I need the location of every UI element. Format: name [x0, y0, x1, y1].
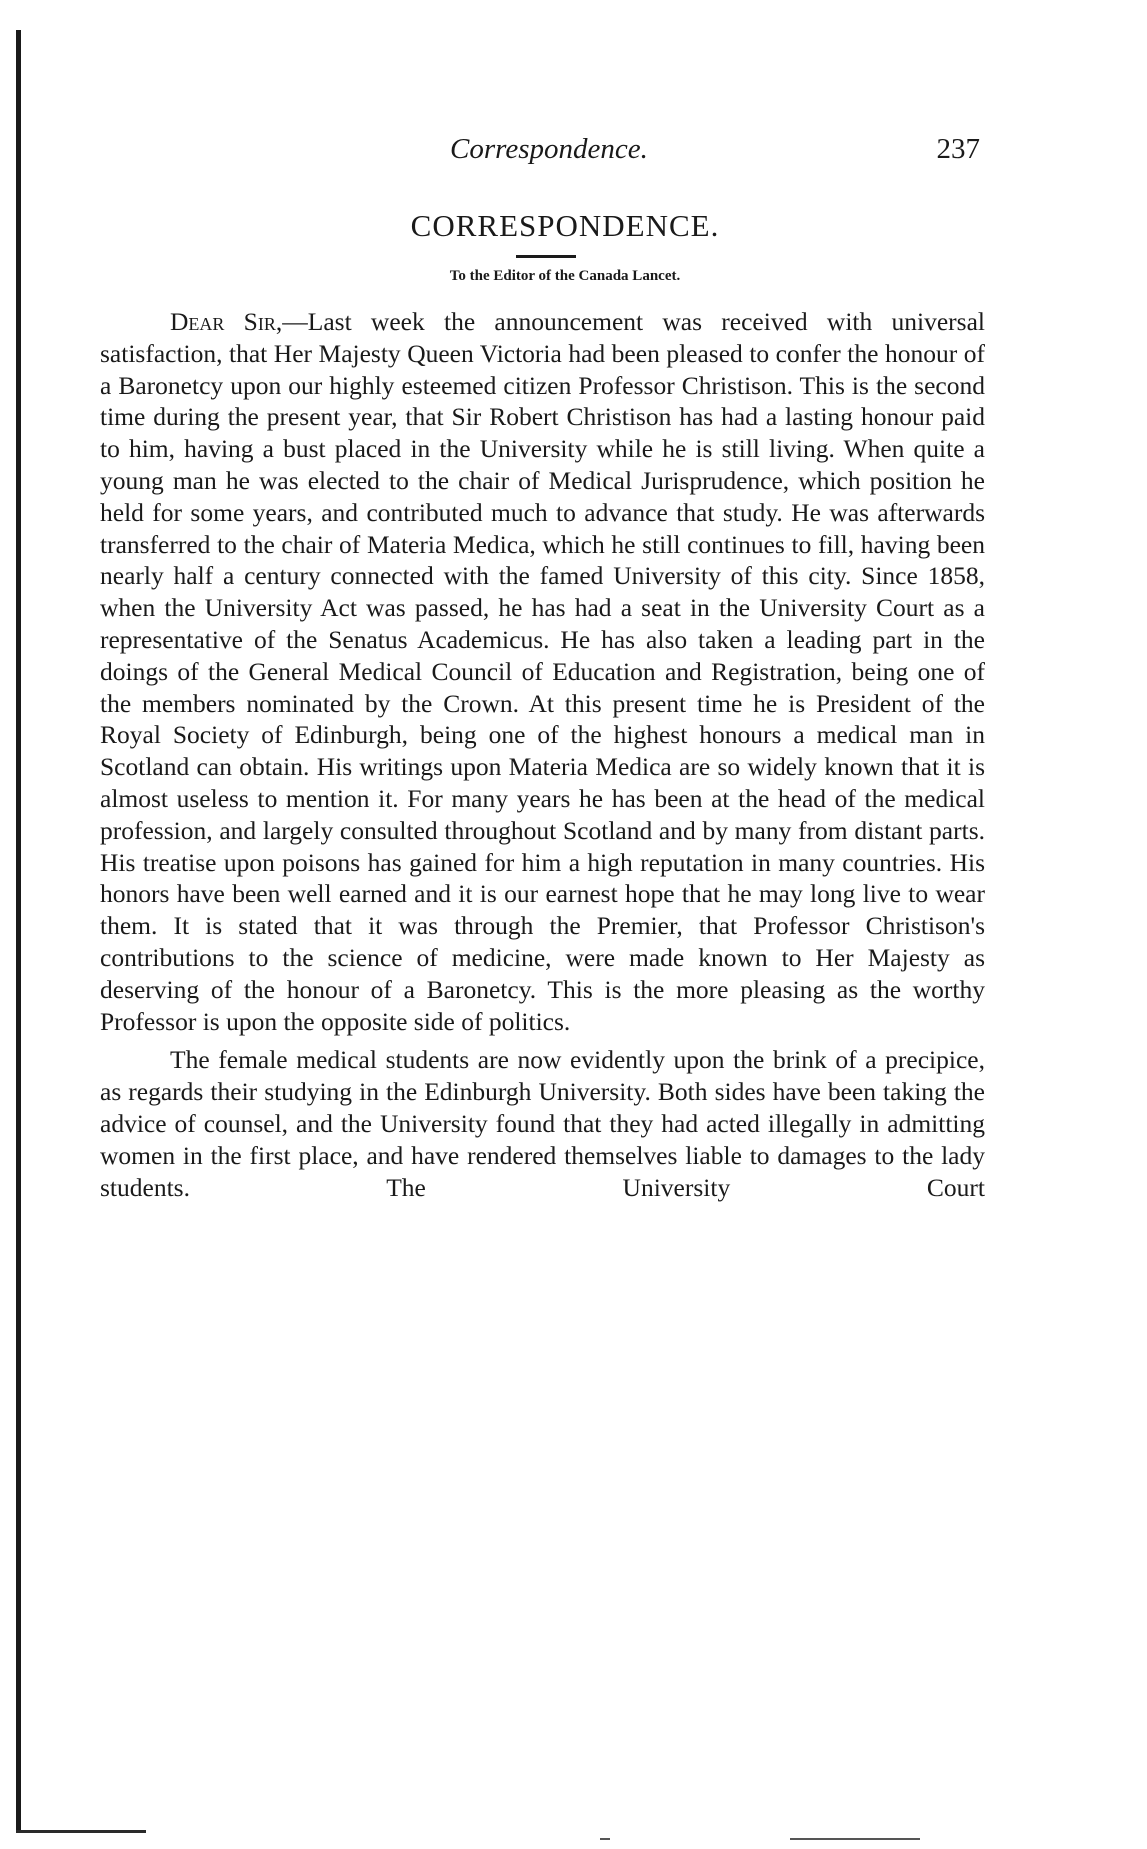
heading-rule: [516, 255, 576, 258]
paragraph-text: —Last week the announcement was received with universal satisfaction, that Her Majesty Queen Victoria had been pleased to confer the honour of a Baronetcy upon our highly esteemed citizen Professor Christison. This is the second time during the present year, that Sir Robert Christison has had a lasting honour paid to him, having a bust placed in the University while he is still living. When quite a young man he was elected to the chair of Medical Jurisprudence, which position he held for some years, and contributed much to advance that study. He was afterwards transferred to the chair of Materia Medica, which he still continues to fill, having been nearly half a century connected with the famed University of this city. Since 1858, when the University Act was passed, he has had a seat in the University Court as a representative of the Senatus Academicus. He has also taken a leading part in the doings of the General Medical Council of Education and Registration, being one of the members nominated by the Crown. At this present time he is President of the Royal Society of Edinburgh, being one of the highest honours a medical man in Scotland can obtain. His writings upon Materia Medica are so widely known that it is almost useless to mention it. For many years he has been at the head of the medical profession, and largely consulted throughout Scotland and by many from distant parts. His treatise upon poisons has gained for him a high reputation in many countries. His honors have been well earned and it is our earnest hope that he may long live to wear them. It is stated that it was through the Premier, that Professor Christison's contributions to the science of medicine, were made known to Her Majesty as deserving of the honour of a Baronetcy. This is the more pleasing as the worthy Professor is upon the opposite side of politics.: [100, 307, 985, 1036]
salutation: Dear Sir,: [170, 307, 283, 336]
scan-artifact: [600, 1838, 610, 1840]
scan-artifact: [790, 1838, 920, 1840]
binding-edge-foot: [16, 1830, 146, 1833]
paragraph-text: The female medical students are now evidently upon the brink of a precipice, as regards their studying in the Edinburgh University. Both sides have been taking the advice of counsel, and the University found that they had acted illegally in admitting women in the first place, and have rendered themselves liable to damages to the lady students. The University Court: [100, 1045, 985, 1202]
paragraph: [100, 1044, 985, 1203]
section-heading: CORRESPONDENCE.: [410, 208, 720, 243]
running-title: Correspondence.: [450, 133, 648, 165]
addressee-line: To the Editor of the Canada Lancet.: [449, 268, 681, 284]
paragraph: [100, 306, 985, 1037]
running-head: [150, 133, 980, 173]
letter-body: [100, 306, 985, 1203]
page-number: 237: [936, 133, 980, 165]
binding-edge: [16, 30, 21, 1830]
